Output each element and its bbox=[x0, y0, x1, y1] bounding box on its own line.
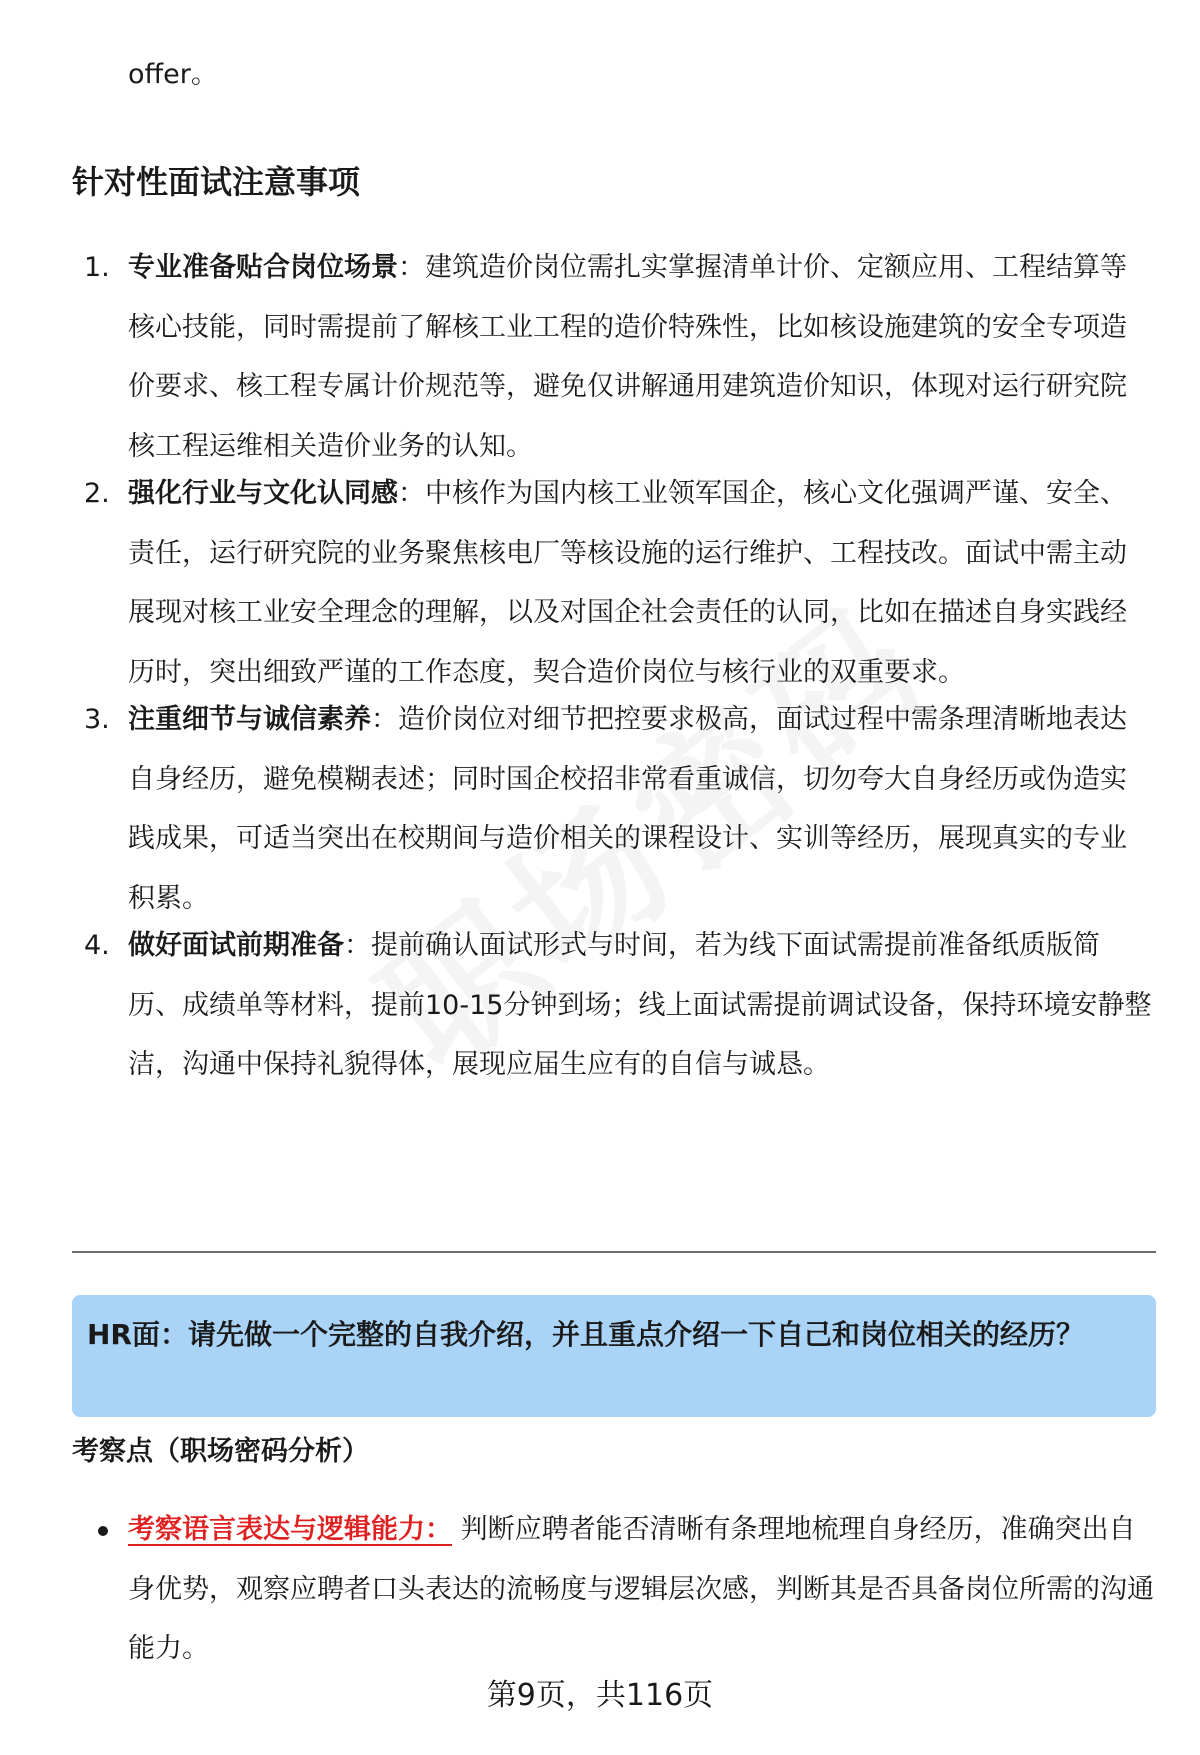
item-lead: 注重细节与诚信素养 bbox=[128, 704, 371, 735]
item-text: ：中核作为国内核工业领军国企，核心文化强调严谨、安全、责任，运行研究院的业务聚焦核电厂等核设施的运行维护、工程技改。面试中需主动展现对核工业安全理念的理解，以及对国企社会责任的认同，比如在描述自身实践经历时，突出细致严谨的工作态度，契合造价岗位与核行业的双重要求。 bbox=[128, 478, 1127, 688]
item-number: 2. bbox=[84, 478, 110, 509]
item-text: ：建筑造价岗位需扎实掌握清单计价、定额应用、工程结算等核心技能，同时需提前了解核工业工程的造价特殊性，比如核设施建筑的安全专项造价要求、核工程专属计价规范等，避免仅讲解通用建筑造价知识，体现对运行研究院核工程运维相关造价业务的认知。 bbox=[128, 252, 1127, 462]
question-box bbox=[72, 1295, 1156, 1417]
item-number: 4. bbox=[84, 930, 110, 961]
page-number: 第9页，共116页 bbox=[486, 1678, 714, 1713]
item-text: ：提前确认面试形式与时间，若为线下面试需提前准备纸质版简历、成绩单等材料，提前10-15分钟到场；线上面试需提前调试设备，保持环境安静整洁，沟通中保持礼貌得体，展现应届生应有的自信与诚恳。 bbox=[128, 930, 1152, 1080]
list-item bbox=[72, 1500, 1156, 1679]
item-number: 3. bbox=[84, 704, 110, 735]
bullet-text: 判断应聘者能否清晰有条理地梳理自身经历，准确突出自身优势，观察应聘者口头表达的流畅度与逻辑层次感，判断其是否具备岗位所需的沟通能力。 bbox=[128, 1514, 1154, 1664]
bullet-lead: 考察语言表达与逻辑能力： bbox=[128, 1514, 452, 1545]
list-item bbox=[72, 464, 1152, 702]
section-title: 针对性面试注意事项 bbox=[72, 163, 361, 201]
continued-text: offer。 bbox=[128, 59, 218, 90]
item-lead: 专业准备贴合岗位场景 bbox=[128, 252, 398, 283]
list-item bbox=[72, 690, 1152, 928]
section-divider bbox=[72, 1251, 1156, 1253]
item-lead: 强化行业与文化认同感 bbox=[128, 478, 398, 509]
item-number: 1. bbox=[84, 252, 110, 283]
question-text: HR面：请先做一个完整的自我介绍，并且重点介绍一下自己和岗位相关的经历？ bbox=[87, 1318, 1084, 1351]
item-text: ：造价岗位对细节把控要求极高，面试过程中需条理清晰地表达自身经历，避免模糊表述；同时国企校招非常看重诚信，切勿夸大自身经历或伪造实践成果，可适当突出在校期间与造价相关的课程设计、实训等经历，展现真实的专业积累。 bbox=[128, 704, 1127, 914]
item-lead: 做好面试前期准备 bbox=[128, 930, 344, 961]
interview-tips-list bbox=[72, 250, 1152, 1095]
list-item bbox=[72, 238, 1152, 476]
list-item bbox=[72, 916, 1152, 1095]
bullet-icon bbox=[98, 1526, 108, 1536]
analysis-list bbox=[72, 1500, 1156, 1679]
analysis-title: 考察点（职场密码分析） bbox=[72, 1436, 369, 1467]
